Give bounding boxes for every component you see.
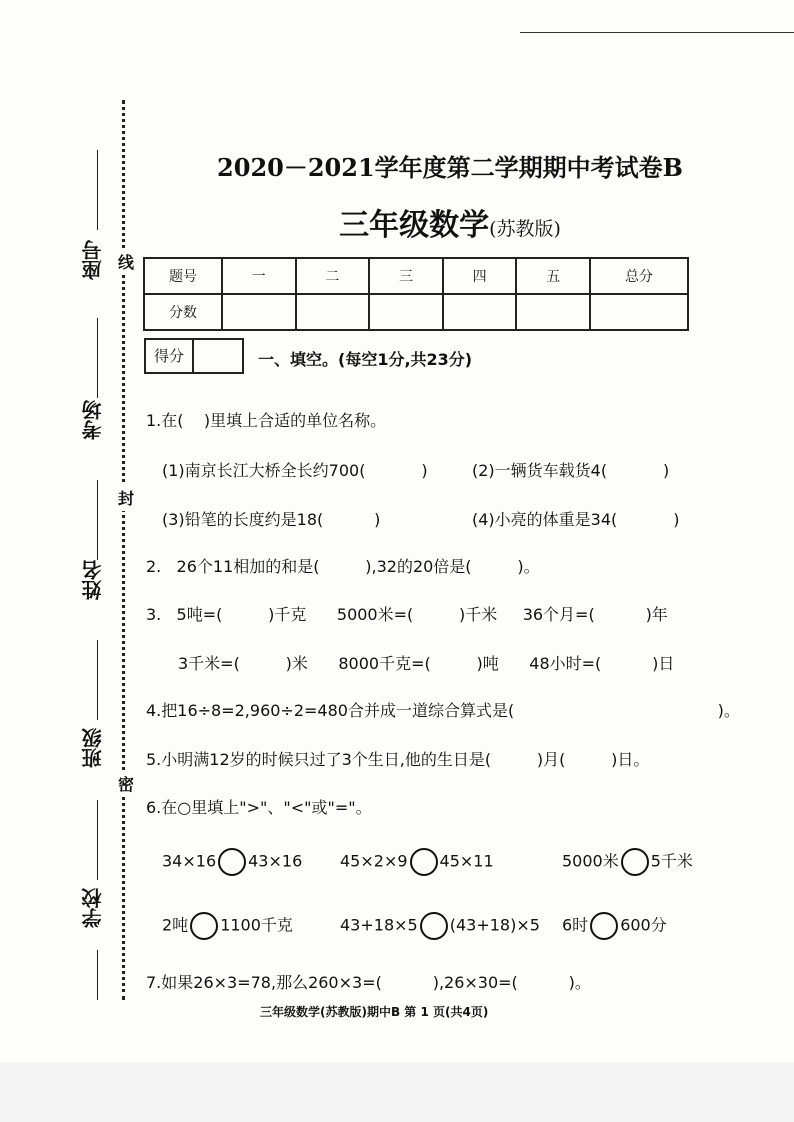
score-table-cell: 题号 (144, 258, 222, 294)
compare-circle-icon[interactable] (218, 848, 246, 876)
name-label: 姓名 (81, 560, 105, 600)
question-2: 2. 26个11相加的和是( ),32的20倍是( )。 (146, 557, 540, 576)
score-table-cell: 分数 (144, 294, 222, 330)
page-footer: 三年级数学(苏教版)期中B 第 1 页(共4页) (260, 1005, 489, 1019)
question-1-4: (4)小亮的体重是34( ) (472, 510, 680, 529)
question-4: 4.把16÷8=2,960÷2=480合并成一道综合算式是( )。 (146, 701, 740, 720)
score-table-cell: 四 (443, 258, 517, 294)
question-7: 7.如果26×3=78,那么260×3=( ),26×30=( )。 (146, 973, 591, 992)
score-table-cell: 总分 (590, 258, 688, 294)
compare-right: 5千米 (650, 851, 693, 871)
extra-line (97, 950, 98, 1000)
school-label: 学校 (81, 888, 105, 928)
exam-title: 2020－2021学年度第二学期期中考试卷B (217, 153, 683, 182)
score-table-cell: 三 (369, 258, 443, 294)
score-table-value-row (144, 294, 688, 330)
compare-circle-icon[interactable] (420, 912, 448, 940)
edition-label: (苏教版) (489, 218, 561, 240)
section-score-box (144, 338, 244, 374)
compare-item (562, 912, 667, 940)
score-table-cell: 五 (516, 258, 590, 294)
seat-label: 座号 (81, 240, 105, 280)
compare-item (562, 848, 693, 876)
class-label: 班级 (81, 728, 105, 768)
compare-item (162, 912, 293, 940)
compare-item (162, 848, 302, 876)
seal-mark-bottom: 密 (118, 770, 134, 797)
compare-right: 600分 (620, 915, 667, 935)
question-1-1: (1)南京长江大桥全长约700( ) (162, 461, 428, 480)
section-heading: 一、填空。(每空1分,共23分) (258, 350, 473, 369)
top-rule (520, 32, 794, 33)
score-input-cell[interactable] (590, 294, 688, 330)
score-input-cell[interactable] (296, 294, 370, 330)
compare-circle-icon[interactable] (410, 848, 438, 876)
class-line (97, 640, 98, 720)
compare-left: 45×2×9 (340, 851, 408, 871)
score-input-cell[interactable] (516, 294, 590, 330)
seat-line (97, 150, 98, 230)
exam-room-line (97, 318, 98, 398)
compare-left: 43+18×5 (340, 915, 418, 935)
name-line (97, 480, 98, 560)
compare-left: 6时 (562, 915, 589, 935)
compare-circle-icon[interactable] (190, 912, 218, 940)
score-table (143, 257, 689, 331)
score-table-cell: 一 (222, 258, 296, 294)
subject-name: 三年级数学 (339, 208, 490, 243)
compare-right: (43+18)×5 (449, 915, 540, 935)
question-1-3: (3)铅笔的长度约是18( ) (162, 510, 381, 529)
compare-item (340, 848, 494, 876)
question-1: 1.在( )里填上合适的单位名称。 (146, 411, 387, 430)
school-line (97, 800, 98, 880)
exam-room-label: 考场 (81, 400, 105, 440)
question-6: 6.在○里填上">"、"<"或"="。 (146, 798, 372, 817)
score-input-cell[interactable] (222, 294, 296, 330)
question-3-line-1: 3. 5吨=( )千克 5000米=( )千米 36个月=( )年 (146, 605, 668, 624)
compare-left: 2吨 (162, 915, 189, 935)
score-table-cell: 二 (296, 258, 370, 294)
page-margin-bottom (0, 1062, 794, 1122)
compare-item (340, 912, 540, 940)
seal-mark-top: 线 (118, 248, 134, 275)
score-input-cell[interactable] (369, 294, 443, 330)
compare-circle-icon[interactable] (621, 848, 649, 876)
score-input-cell[interactable] (443, 294, 517, 330)
question-1-2: (2)一辆货车载货4( ) (472, 461, 670, 480)
compare-right: 1100千克 (220, 915, 293, 935)
binding-dotted-line (122, 100, 125, 1000)
question-5: 5.小明满12岁的时候只过了3个生日,他的生日是( )月( )日。 (146, 750, 650, 769)
section-score-label: 得分 (146, 340, 194, 372)
exam-subtitle (150, 200, 750, 244)
seal-mark-middle: 封 (118, 484, 134, 511)
compare-right: 43×16 (248, 851, 303, 871)
compare-right: 45×11 (439, 851, 494, 871)
compare-circle-icon[interactable] (590, 912, 618, 940)
compare-left: 34×16 (162, 851, 217, 871)
question-3-line-2: 3千米=( )米 8000千克=( )吨 48小时=( )日 (178, 654, 675, 673)
score-table-header-row (144, 258, 688, 294)
compare-left: 5000米 (562, 851, 619, 871)
